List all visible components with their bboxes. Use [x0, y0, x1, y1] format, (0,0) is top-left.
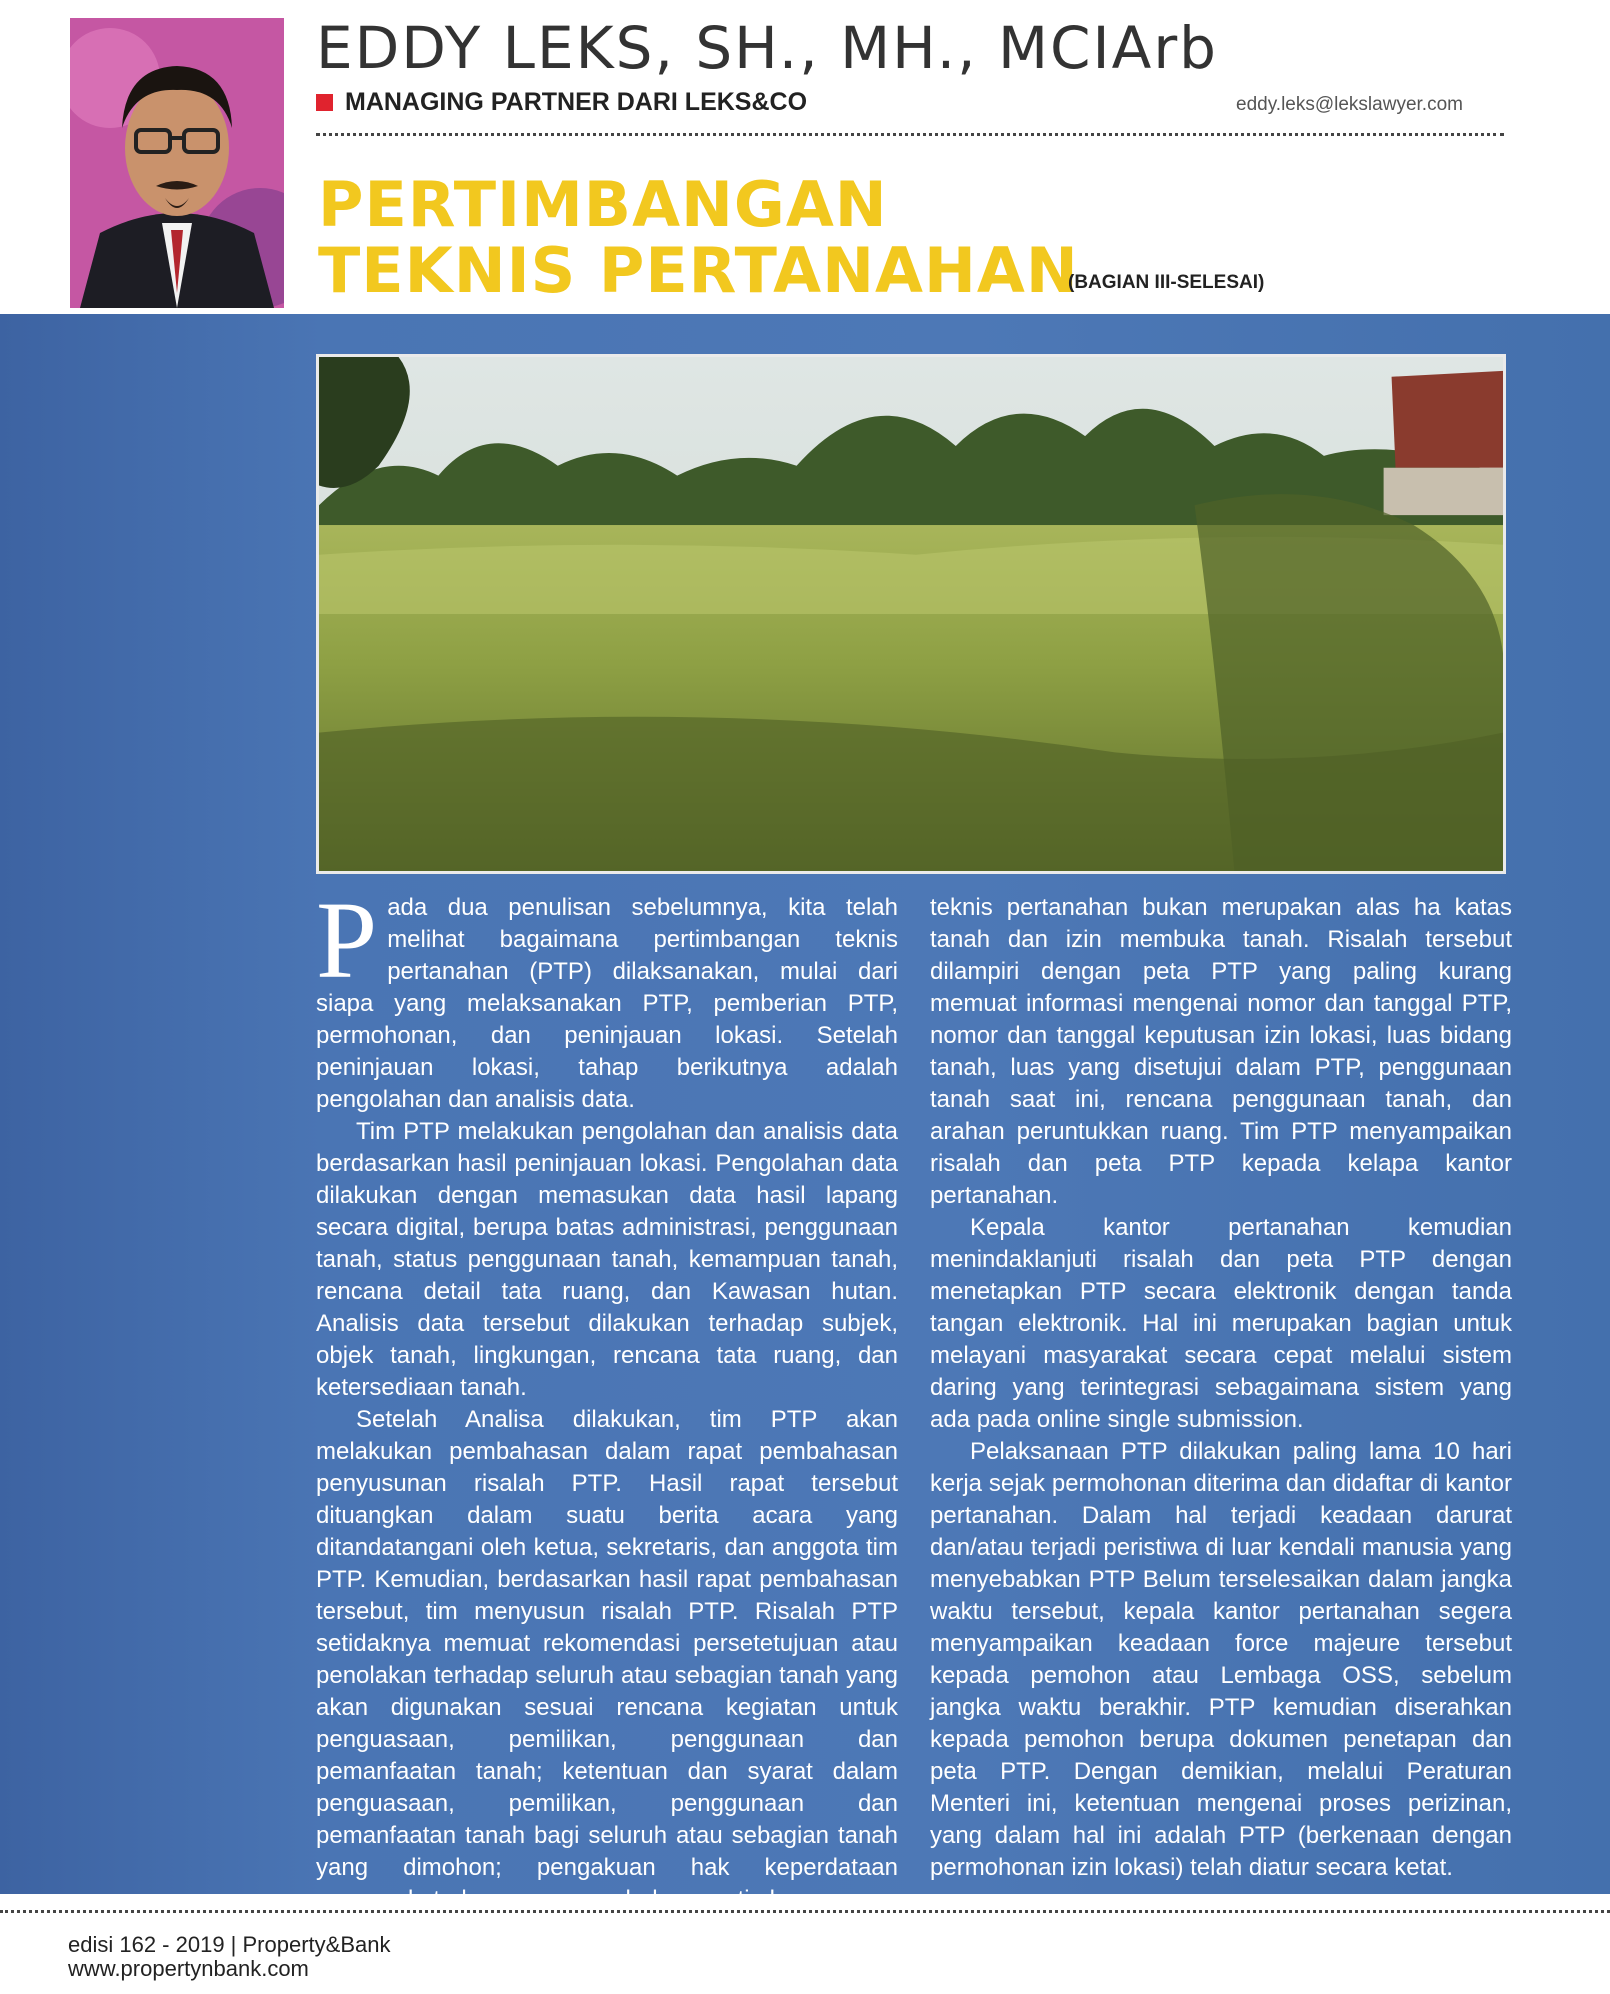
- article-headline: [318, 168, 1079, 307]
- drop-cap: P: [316, 879, 378, 1001]
- author-portrait: [70, 18, 284, 308]
- footer-edition: edisi 162 - 2019 | Property&Bank: [68, 1932, 391, 1957]
- author-name: EDDY LEKS, SH., MH., MCIArb: [316, 14, 1218, 82]
- portrait-icon: [70, 18, 284, 308]
- paragraph-1: [316, 879, 898, 1116]
- footer-website-link[interactable]: www.propertynbank.com: [68, 1956, 309, 1981]
- landscape-image-icon: [319, 357, 1503, 871]
- paragraph-1-text: ada dua penulisan sebelumnya, kita telah melihat bagaimana pertimbangan teknis pertanahan (PTP) dilaksanakan, mulai dari siapa yang melaksanakan PTP, pemberian PTP, permohonan, dan peninjauan lokasi. Setelah peninjauan lokasi, tahap berikutnya adalah pengolahan dan analisis data.: [316, 894, 898, 1113]
- footer-divider: [0, 1910, 1610, 1913]
- paragraph-4: teknis pertanahan bukan merupakan alas ha katas tanah dan izin membuka tanah. Risalah tersebut dilampiri dengan peta PTP yang paling kurang memuat informasi mengenai nomor dan tanggal PTP, nomor dan tanggal keputusan izin lokasi, luas bidang tanah, luas yang disetujui dalam PTP, penggunaan tanah saat ini, rencana penggunaan tanah, dan arahan peruntukkan ruang. Tim PTP menyampaikan risalah dan peta PTP kepada kelapa kantor pertanahan.: [930, 894, 1512, 1209]
- header-divider: [316, 133, 1504, 136]
- paragraph-2: Tim PTP melakukan pengolahan dan analisis data berdasarkan hasil peninjauan lokasi. Pengolahan data dilakukan dengan memasukan data hasil lapang secara digital, berupa batas administrasi, penggunaan tanah, status penggunaan tanah, kemampuan tanah, rencana detail tata ruang, dan Kawasan hutan. Analisis data tersebut dilakukan terhadap subjek, objek tanah, lingkungan, rencana tata ruang, dan ketersediaan tanah.: [316, 1118, 898, 1401]
- headline-line-1: PERTIMBANGAN: [318, 168, 888, 241]
- grass-field-photo: [316, 354, 1506, 874]
- paragraph-3: Setelah Analisa dilakukan, tim PTP akan melakukan pembahasan dalam rapat pembahasan penyusunan risalah PTP. Hasil rapat tersebut dituangkan dalam suatu berita acara yang ditandatangani oleh ketua, sekretaris, dan anggota tim PTP. Kemudian, berdasarkan hasil rapat pembahasan tersebut, tim menyusun risalah PTP. Risalah PTP setidaknya memuat rekomendasi persetetujuan atau penolakan terhadap seluruh atau sebagian tanah yang akan digunakan sesuai rencana kegiatan untuk penguasaan, pemilikan, penggunaan dan pemanfaatan tanah; ketentuan dan syarat dalam penguasaan, pemilikan, penggunaan dan pemanfaatan tanah bagi seluruh atau sebagian tanah yang dimohon; pengakuan hak keperdataan masyarakat; dan penegasan bahwa pertimbangan: [316, 1406, 898, 1913]
- red-square-icon: [316, 94, 333, 111]
- article-column-right: [930, 892, 1512, 1884]
- paragraph-6: Pelaksanaan PTP dilakukan paling lama 10 hari kerja sejak permohonan diterima dan didaftar di kantor pertanahan. Dalam hal terjadi keadaan darurat dan/atau terjadi peristiwa di luar kendali manusia yang menyebabkan PTP Belum terselesaikan dalam jangka waktu tersebut, kepala kantor pertanahan segera menyampaikan keadaan force majeure tersebut kepada pemohon atau Lembaga OSS, sebelum jangka waktu berakhir. PTP kemudian diserahkan kepada pemohon berupa dokumen penetapan dan peta PTP. Dengan demikian, melalui Peraturan Menteri ini, ketentuan mengenai proses perizinan, yang dalam hal ini adalah PTP (berkenaan dengan permohonan izin lokasi) telah diatur secara ketat.: [930, 1438, 1512, 1881]
- headline-line-2: TEKNIS PERTANAHAN: [318, 234, 1079, 307]
- part-label: (BAGIAN III-SELESAI): [1068, 272, 1265, 293]
- author-email[interactable]: eddy.leks@lekslawyer.com: [1236, 94, 1463, 115]
- author-role-text: MANAGING PARTNER DARI LEKS&CO: [345, 88, 808, 116]
- author-role: [316, 88, 807, 117]
- paragraph-5: Kepala kantor pertanahan kemudian menindaklanjuti risalah dan peta PTP dengan menetapkan PTP secara elektronik dengan tanda tangan elektronik. Hal ini merupakan bagian untuk melayani masyarakat secara cepat melalui sistem daring yang terintegrasi sebagaimana sistem yang ada pada online single submission.: [930, 1214, 1512, 1433]
- article-column-left: [316, 879, 898, 1916]
